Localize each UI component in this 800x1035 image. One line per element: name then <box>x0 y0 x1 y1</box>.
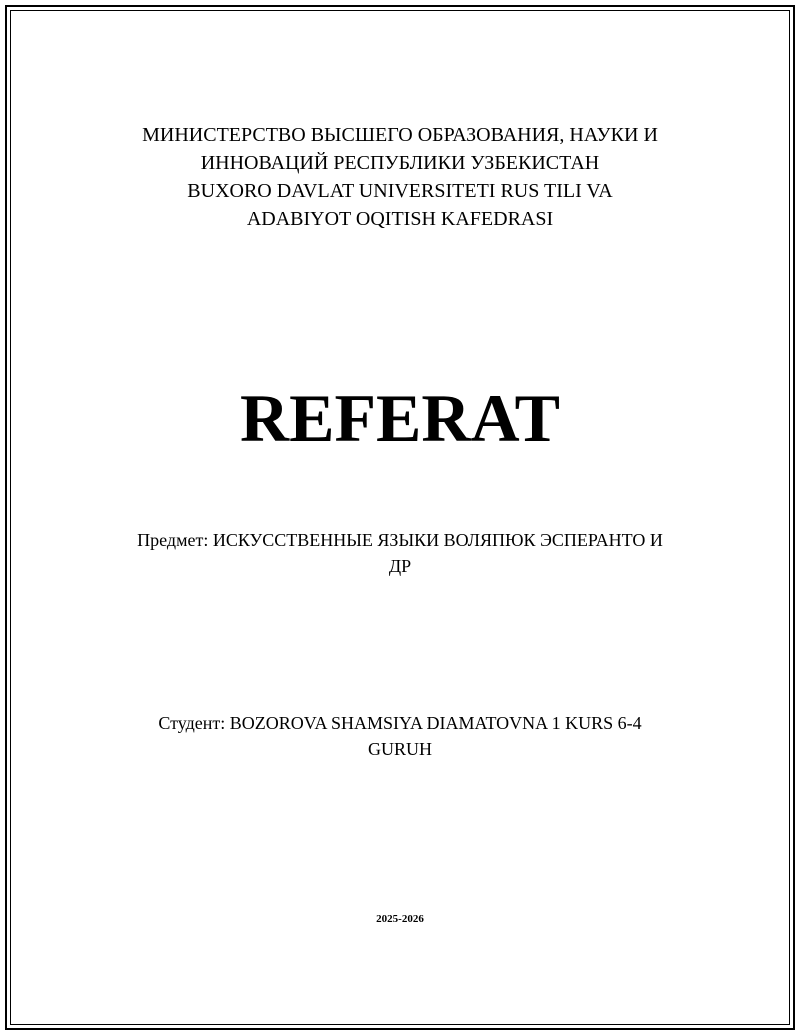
ministry-header <box>0 121 800 233</box>
subject-line: ДР <box>388 556 412 576</box>
student-line: GURUH <box>367 739 432 759</box>
header-line: МИНИСТЕРСТВО ВЫСШЕГО ОБРАЗОВАНИЯ, НАУКИ И <box>142 124 658 146</box>
student-block <box>0 710 800 762</box>
header-line: ADABIYOT OQITISH KAFEDRASI <box>246 208 554 230</box>
header-line: ИННОВАЦИЙ РЕСПУБЛИКИ УЗБЕКИСТАН <box>200 152 600 174</box>
student-line: Студент: BOZOROVA SHAMSIYA DIAMATOVNA 1 KURS 6-4 <box>158 713 642 733</box>
header-line: BUXORO DAVLAT UNIVERSITETI RUS TILI VA <box>187 180 613 202</box>
document-title: REFERAT <box>240 380 560 456</box>
subject-block <box>0 527 800 579</box>
academic-year: 2025-2026 <box>376 913 424 925</box>
subject-line: Предмет: ИСКУССТВЕННЫЕ ЯЗЫКИ ВОЛЯПЮК ЭСПЕРАНТО И <box>137 530 663 550</box>
